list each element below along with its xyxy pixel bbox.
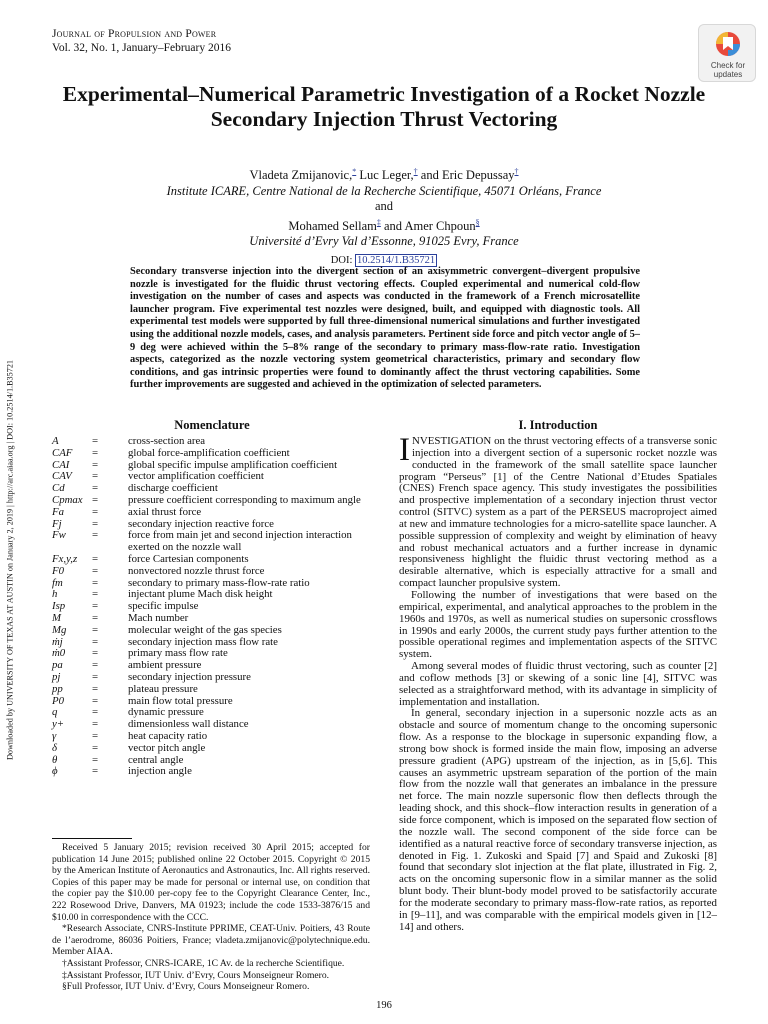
nomenclature-symbol: pp <box>52 682 63 695</box>
nomenclature-row <box>52 601 372 613</box>
doi-line: DOI: 10.2514/1.B35721 <box>330 254 436 266</box>
nomenclature-equals: = <box>92 659 99 672</box>
nomenclature-equals: = <box>92 588 99 601</box>
footnote: *Research Associate, CNRS-Institute PPRIME, CEAT-Univ. Poitiers, 43 Route de l’aerodrome, 86036 Poitiers, France; vladeta.zmijanovic@polytechnique.edu. Member AIAA. <box>52 923 370 958</box>
nomenclature-symbol: Fx,y,z <box>52 552 78 565</box>
nomenclature-equals: = <box>92 647 99 660</box>
intro-paragraph: Among several modes of fluidic thrust vectoring, such as counter [2] and coflow methods [3] or skewing of a sonic line [4], SITVC was selected as a straightforward method, with its advantage in simplicity of implementation and installation. <box>399 660 717 708</box>
nomenclature-equals: = <box>92 670 99 683</box>
nomenclature-symbol: Cd <box>52 482 65 495</box>
nomenclature-row <box>52 731 372 743</box>
footnote: †Assistant Professor, CNRS-ICARE, 1C Av. de la recherche Scientifique. <box>62 957 345 969</box>
nomenclature-equals: = <box>92 493 99 506</box>
affiliation-2: Université d’Evry Val d’Essonne, 91025 Evry, France <box>249 234 519 249</box>
nomenclature-definition: specific impulse <box>128 600 199 613</box>
badge-label: Check for updates <box>710 61 746 79</box>
nomenclature-definition: Mach number <box>128 611 189 624</box>
author-line-2: Mohamed Sellam‡ and Amer Chpoun§ <box>288 217 480 233</box>
introduction-heading: I. Introduction <box>518 418 598 432</box>
intro-paragraph: INVESTIGATION on the thrust vectoring effects of a transverse sonic injection into a divergent section of a supersonic rocket nozzle was conducted in the framework of the small satellite space launcher program “Perseus” [1] of the Centre National d’Etudes Spatiales (CNES) French space agency. This study investigates the possibilities and prospective implementation of a secondary injection thrust vector control (SITVC) system as a part of the PERSEUS macroproject aimed at new and immature technologies for a micro-satellite space launcher. A possible suppression of complexity and weight by elimination of heavy and robust mechanical actuators and a further increase in dynamic responsiveness highlight the fluidic thrust vectoring method as a desirable alternative, which is especially attractive for a small and compact launcher propulsive system. <box>399 432 717 590</box>
nomenclature-equals: = <box>92 753 99 766</box>
nomenclature-equals: = <box>92 729 99 742</box>
nomenclature-definition: global specific impulse amplification coefficient <box>128 458 338 471</box>
journal-volume: Vol. 32, No. 1, January–February 2016 <box>52 42 231 54</box>
nomenclature-equals: = <box>92 611 99 624</box>
nomenclature-definition: vector amplification coefficient <box>128 470 264 483</box>
nomenclature-symbol: CAF <box>52 446 73 459</box>
nomenclature-row <box>52 448 372 460</box>
nomenclature-definition: axial thrust force <box>128 505 202 518</box>
nomenclature-equals: = <box>92 552 99 565</box>
nomenclature-definition: plateau pressure <box>128 682 198 695</box>
introduction-body <box>399 432 717 933</box>
intro-paragraph: In general, secondary injection in a supersonic nozzle acts as an obstacle and source of momentum change to the oncoming supersonic flow. As a response to the blockage in supersonic expanding flow, a strong bow shock is formed inside the main flow, imposing an adverse pressure gradient (APG) upstream of the injection, as in [5,6]. This causes an asymmetric upstream separation of the portion of the main flow from the nozzle wall that generates an imbalance in the pressure net force. The main nozzle supersonic flow then deflects through the leading shock, and this shock–flow interaction results in generation of a side force component, which is imposed on the separated flow section of the nozzle wall. The second component of the side force can be identified as a natural reactive force of secondary transverse injection, as denoted in Fig. 1. Zukoski and Spaid [7] and Spaid and Zukoski [8] found that secondary slot injection at the flat plate, illustrated in Fig. 2, acts on the oncoming supersonic flow in a similar manner as the solid blunt body. Their blunt-body model proved to be satisfactorily accurate for the moderate secondary to primary mass-flow-rate ratios, as reported in [9–11], and was comparable with the empirical models given in [12–14] and others. <box>399 707 717 933</box>
nomenclature-symbol: Fw <box>52 529 66 542</box>
nomenclature-definition: cross-section area <box>128 435 206 447</box>
nomenclature-definition: central angle <box>128 753 184 766</box>
nomenclature-symbol: θ <box>52 753 58 766</box>
nomenclature-symbol: q <box>52 706 58 719</box>
drop-cap: I <box>399 432 410 468</box>
check-for-updates-badge[interactable] <box>698 24 756 82</box>
nomenclature-symbol: Isp <box>52 600 66 613</box>
nomenclature-definition: force from main jet and second injection interaction <box>128 529 352 542</box>
nomenclature-heading: Nomenclature <box>174 418 250 432</box>
nomenclature-definition: primary mass flow rate <box>128 647 228 660</box>
doi-link[interactable]: 10.2514/1.B35721 <box>357 254 436 266</box>
nomenclature-equals: = <box>92 517 99 530</box>
nomenclature-equals: = <box>92 564 99 577</box>
nomenclature-equals: = <box>92 635 99 648</box>
nomenclature-equals: = <box>92 505 99 518</box>
footnote: §Full Professor, IUT Univ. d’Evry, Cours Monseigneur Romero. <box>62 981 310 993</box>
nomenclature-definition: global force-amplification coefficient <box>128 446 290 459</box>
nomenclature-symbol: CAI <box>52 458 70 471</box>
nomenclature-symbol: CAV <box>52 470 72 483</box>
download-sidebar: Downloaded by UNIVERSITY OF TEXAS AT AUSTIN on January 2, 2019 | http://arc.aiaa.org | DOI: 10.2514/1.B35721 <box>5 359 15 761</box>
nomenclature-symbol: Fj <box>52 517 62 530</box>
nomenclature-equals: = <box>92 623 99 636</box>
author-and: and <box>374 199 394 214</box>
nomenclature-row <box>52 766 372 778</box>
nomenclature-row <box>52 743 372 755</box>
nomenclature-equals: = <box>92 446 99 459</box>
nomenclature-equals: = <box>92 482 99 495</box>
nomenclature-symbol: P0 <box>52 694 64 707</box>
nomenclature-row <box>52 613 372 625</box>
nomenclature-symbol: A <box>52 435 59 447</box>
nomenclature-row <box>52 495 372 507</box>
affiliation-1: Institute ICARE, Centre National de la Recherche Scientifique, 45071 Orléans, France <box>166 183 602 198</box>
nomenclature-row <box>52 507 372 519</box>
nomenclature-equals: = <box>92 458 99 471</box>
nomenclature-equals: = <box>92 765 99 778</box>
nomenclature-symbol: γ <box>52 729 57 742</box>
nomenclature-definition: molecular weight of the gas species <box>128 623 282 636</box>
nomenclature-symbol: h <box>52 588 58 601</box>
footnote-rule <box>52 838 132 839</box>
page-number: 196 <box>376 1000 392 1011</box>
nomenclature-definition: main flow total pressure <box>128 694 233 707</box>
nomenclature-symbol: y+ <box>52 718 65 731</box>
nomenclature-row <box>52 648 372 660</box>
nomenclature-row <box>52 625 372 637</box>
nomenclature-definition: injection angle <box>128 765 192 778</box>
nomenclature-row <box>52 719 372 731</box>
nomenclature-definition: secondary injection mass flow rate <box>128 635 278 648</box>
nomenclature-equals: = <box>92 435 99 447</box>
footnote: ‡Assistant Professor, IUT Univ. d’Evry, Cours Monseigneur Romero. <box>62 969 330 981</box>
nomenclature-definition: vector pitch angle <box>128 741 206 754</box>
author-block <box>40 164 728 268</box>
received-note: Received 5 January 2015; revision received 30 April 2015; accepted for publication 14 June 2015; published online 22 October 2015. Copyright © 2015 by the American Institute of Aeronautics and Astronautics, Inc. All rights reserved. Copies of this paper may be made for personal or internal use, on condition that the copier pay the $10.00 per-copy fee to the Copyright Clearance Center, Inc., 222 Rosewood Drive, Danvers, MA 01923; include the code 1533-3876/15 and $10.00 in correspondence with the CCC. <box>52 842 370 923</box>
nomenclature-symbol: F0 <box>52 564 64 577</box>
nomenclature-list <box>52 436 372 778</box>
nomenclature-definition: nonvectored nozzle thrust force <box>128 564 265 577</box>
nomenclature-row <box>52 566 372 578</box>
crossmark-icon <box>714 30 742 60</box>
nomenclature-symbol: M <box>52 611 61 624</box>
nomenclature-equals: = <box>92 529 99 542</box>
nomenclature-equals: = <box>92 576 99 589</box>
nomenclature-symbol: Mg <box>52 623 67 636</box>
journal-name: Journal of Propulsion and Power <box>52 28 217 40</box>
intro-paragraph: Following the number of investigations that were based on the empirical, experimental, and analytical approaches to the problem in the 1960s and 1970s, as well as numerical studies on supersonic crossflows in 1990s and early 2000s, the current study pays further attention to the possible operational regimes and implementation aspects of the SITVC system. <box>399 588 717 661</box>
nomenclature-definition: ambient pressure <box>128 659 202 672</box>
nomenclature-symbol: pa <box>52 659 63 672</box>
nomenclature-symbol: fm <box>52 576 63 589</box>
nomenclature-row <box>52 696 372 708</box>
nomenclature-symbol: Cpmax <box>52 493 83 506</box>
nomenclature-symbol: pj <box>52 670 61 683</box>
nomenclature-equals: = <box>92 694 99 707</box>
nomenclature-equals: = <box>92 682 99 695</box>
nomenclature-definition: exerted on the nozzle wall <box>128 541 242 554</box>
nomenclature-row <box>52 589 372 601</box>
nomenclature-symbol: δ <box>52 741 58 754</box>
nomenclature-symbol: Fa <box>52 505 64 518</box>
nomenclature-definition: heat capacity ratio <box>128 729 208 742</box>
nomenclature-definition: secondary to primary mass-flow-rate ratio <box>128 576 310 589</box>
nomenclature-definition: discharge coefficient <box>128 482 218 495</box>
nomenclature-definition: injectant plume Mach disk height <box>128 588 273 601</box>
nomenclature-equals: = <box>92 600 99 613</box>
nomenclature-symbol: ṁ0 <box>52 647 66 660</box>
nomenclature-definition: dynamic pressure <box>128 706 204 719</box>
paper-title: Experimental–Numerical Parametric Investigation of a Rocket Nozzle Secondary Injection Thrust Vectoring <box>62 82 706 131</box>
nomenclature-equals: = <box>92 741 99 754</box>
nomenclature-row <box>52 755 372 767</box>
journal-header <box>52 27 231 55</box>
nomenclature-definition: force Cartesian components <box>128 552 249 565</box>
nomenclature-definition: secondary injection pressure <box>128 670 251 683</box>
nomenclature-definition: secondary injection reactive force <box>128 517 274 530</box>
nomenclature-equals: = <box>92 706 99 719</box>
nomenclature-equals: = <box>92 470 99 483</box>
nomenclature-symbol: ϕ <box>52 765 58 778</box>
nomenclature-definition: pressure coefficient corresponding to maximum angle <box>128 493 361 506</box>
nomenclature-symbol: ṁj <box>52 635 63 648</box>
abstract: Secondary transverse injection into the divergent section of an axisymmetric convergent–divergent propulsive nozzle is investigated for the fluidic thrust vectoring effects. Coupled experimental and numerical cold-flow investigation on the number of cases and aspects was conducted in the framework of a French microsatellite launcher program. Five experimental test nozzles were designed, built, and equipped with diagnostic tools. All experimental test models were supported by full three-dimensional numerical simulations and further investigated using the additional nozzle models, cases, and analysis parameters. Pertinent side force and pitch vector angle of 5–9 deg were achieved within the 5–8% range of the secondary to primary mass-flow-rate ratio. Investigation aspects, categorized as the nozzle vectoring system geometrical characteristics, primary and secondary flow conditions, and gas intrinsic properties were found to dominantly affect the thrust vectoring capabilities. Some further improvements are suggested and achieved in the optimization of selected parameters. <box>130 266 640 391</box>
nomenclature-row <box>52 554 372 566</box>
nomenclature-equals: = <box>92 718 99 731</box>
author-line-1: Vladeta Zmijanovic,* Luc Leger,† and Eric Depussay† <box>249 167 519 183</box>
nomenclature-definition: dimensionless wall distance <box>128 718 249 731</box>
nomenclature-row <box>52 684 372 696</box>
nomenclature-row <box>52 672 372 684</box>
footnotes <box>52 842 370 993</box>
